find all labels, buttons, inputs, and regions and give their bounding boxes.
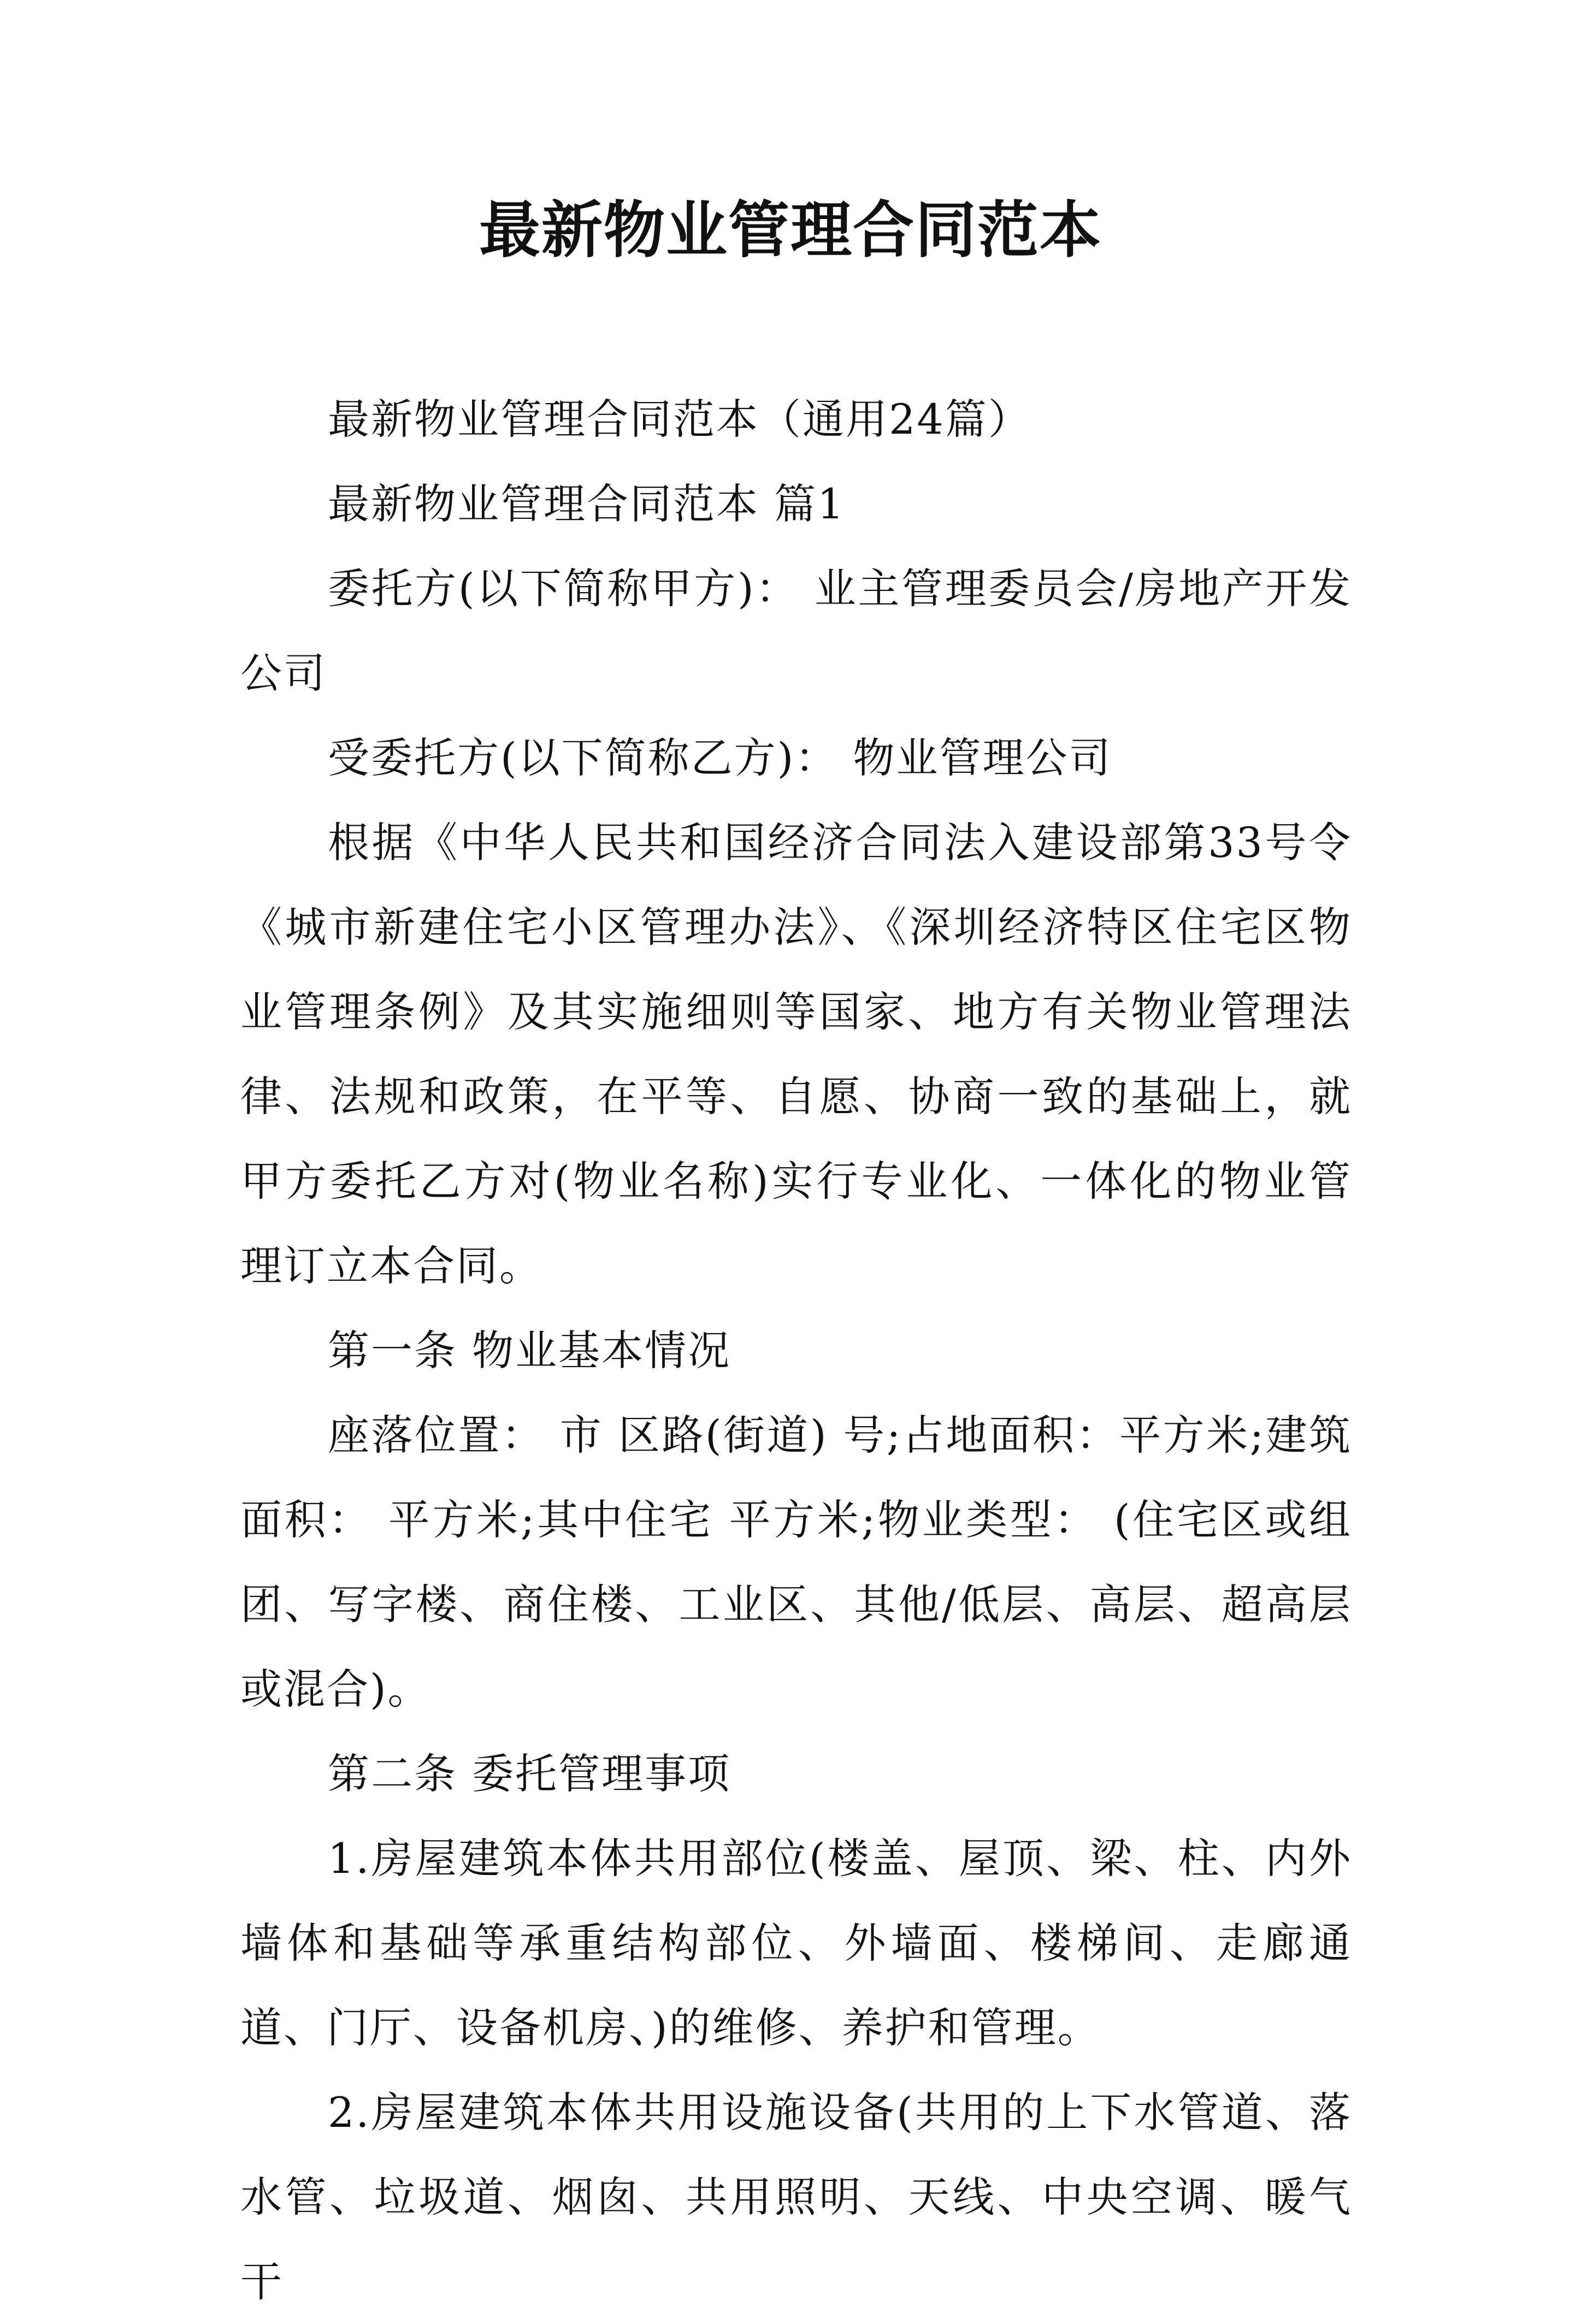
- paragraph-party-b: 受委托方(以下简称乙方)： 物业管理公司: [328, 734, 1112, 782]
- paragraph-article-1-heading: 第一条 物业基本情况: [328, 1326, 731, 1375]
- paragraph-section-heading: 最新物业管理合同范本 篇1: [328, 480, 846, 528]
- paragraph-item-1: 1.房屋建筑本体共用部位(楼盖、屋顶、梁、柱、内外墙体和基础等承重结构部位、外墙面、楼梯间、走廊通道、门厅、设备机房、)的维修、养护和管理。: [240, 1834, 1352, 2052]
- paragraph-article-2-heading: 第二条 委托管理事项: [328, 1749, 731, 1798]
- paragraph-property-details: 座落位置： 市 区路(街道) 号;占地面积：平方米;建筑面积： 平方米;其中住宅 平方米;物业类型： (住宅区或组团、写字楼、商住楼、工业区、其他/低层、高层、超高层或混合)。: [240, 1411, 1352, 1713]
- paragraph-subtitle: 最新物业管理合同范本（通用24篇）: [328, 395, 1031, 443]
- paragraph-preamble: 根据《中华人民共和国经济合同法入建设部第33号令《城市新建住宅小区管理办法》、《深圳经济特区住宅区物业管理条例》及其实施细则等国家、地方有关物业管理法律、法规和政策，在平等、自愿、协商一致的基础上，就甲方委托乙方对(物业名称)实行专业化、一体化的物业管理订立本合同。: [240, 818, 1352, 1290]
- paragraph-party-a: 委托方(以下简称甲方)： 业主管理委员会/房地产开发公司: [240, 564, 1352, 697]
- document-body: [240, 377, 1352, 2324]
- document-title: 最新物业管理合同范本: [479, 195, 1102, 266]
- paragraph-item-2: 2.房屋建筑本体共用设施设备(共用的上下水管道、落水管、垃圾道、烟囱、共用照明、天线、中央空调、暖气干: [240, 2088, 1352, 2306]
